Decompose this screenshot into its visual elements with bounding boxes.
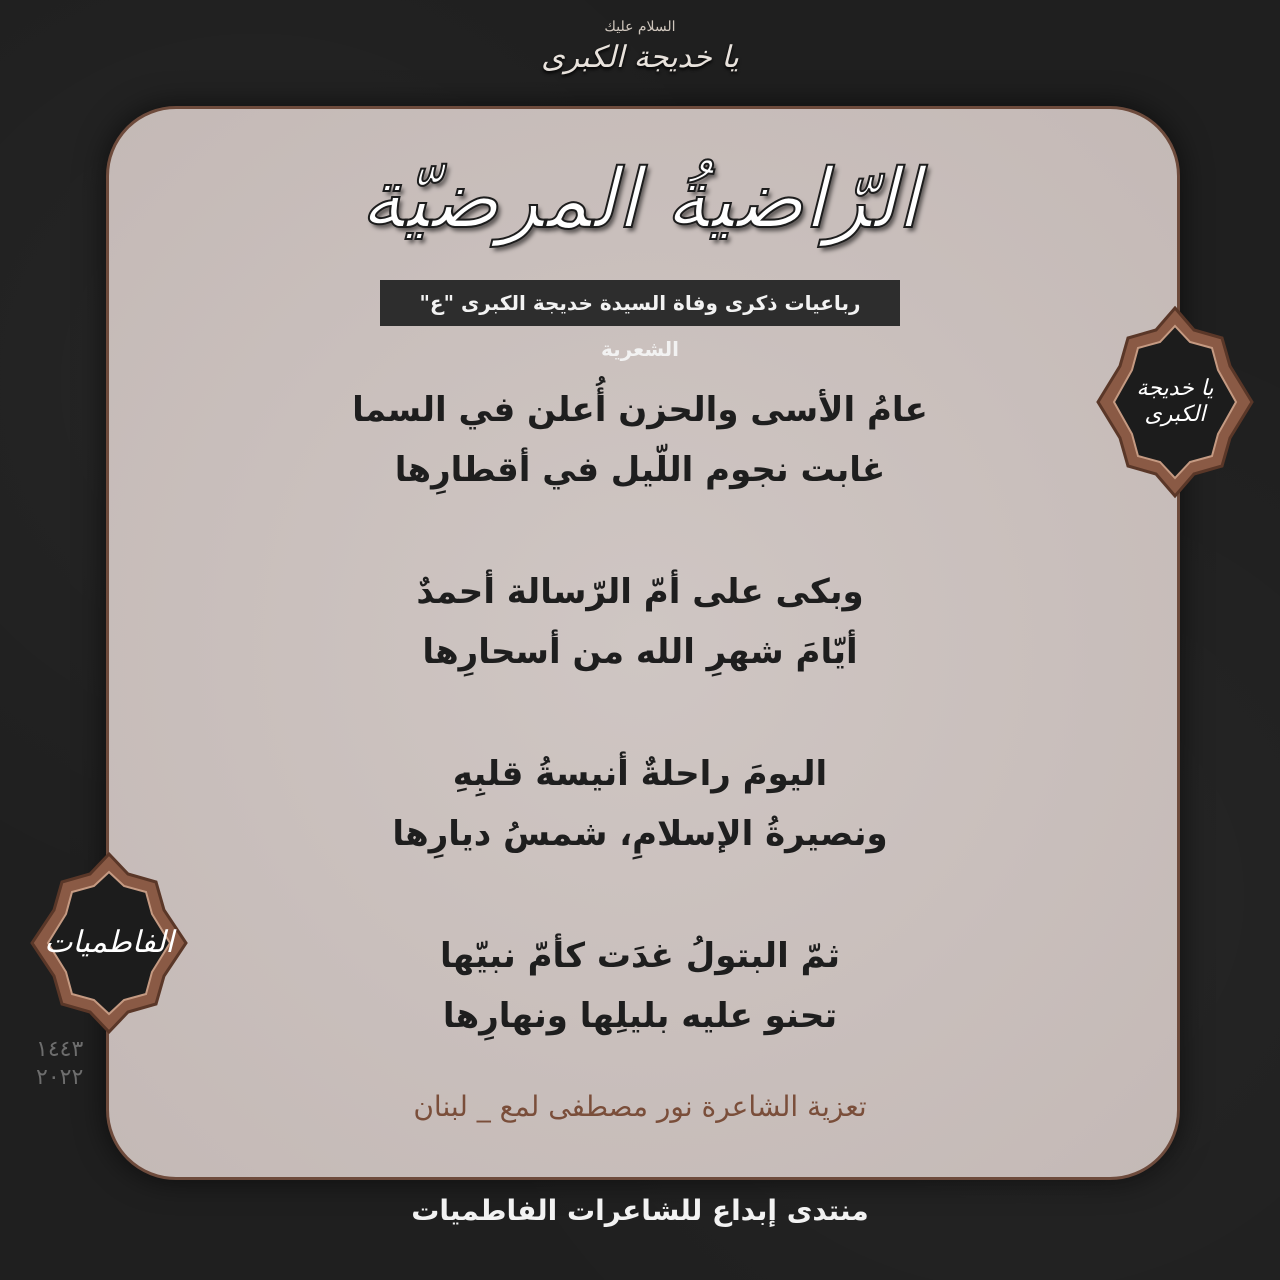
- poem-stanza: [280, 380, 1000, 500]
- poem-stanza: [280, 926, 1000, 1046]
- year-gregorian: ٢٠٢٢: [36, 1065, 84, 1090]
- poem-stanza: [280, 744, 1000, 864]
- medallion-right: [1094, 304, 1256, 500]
- year-hijri: ١٤٤٣: [36, 1037, 84, 1062]
- poem-line: وبكى على أمّ الرّسالة أحمدٌ: [416, 572, 864, 612]
- top-calligraphy-logo: [540, 18, 740, 98]
- subtitle-banner: رباعيات ذكرى وفاة السيدة خديجة الكبرى "ع" الشعرية: [380, 280, 900, 326]
- poem: [280, 380, 1000, 1108]
- medallion-left: [28, 850, 190, 1036]
- poet-credit: تعزية الشاعرة نور مصطفى لمع _ لبنان: [413, 1090, 867, 1123]
- medallion-right-calligraphy: يا خديجة الكبرى: [1136, 376, 1214, 427]
- poem-line: أيّامَ شهرِ الله من أسحارِها: [422, 632, 858, 672]
- poem-line: تحنو عليه بليلِها ونهارِها: [442, 996, 838, 1036]
- poem-line: ونصيرةُ الإسلامِ، شمسُ ديارِها: [392, 814, 888, 854]
- top-calligraphy-small: السلام عليك: [604, 19, 676, 35]
- top-calligraphy-big: يا خديجة الكبرى: [541, 40, 739, 75]
- forum-name: منتدى إبداع للشاعرات الفاطميات: [411, 1194, 869, 1227]
- poem-line: ثمّ البتولُ غدَت كأمّ نبيّها: [440, 936, 840, 976]
- years-label: [36, 1036, 106, 1096]
- poem-line: غابت نجوم اللّيل في أقطارِها: [394, 450, 886, 490]
- poem-stanza: [280, 562, 1000, 682]
- poem-line: اليومَ راحلةٌ أنيسةُ قلبِهِ: [452, 754, 828, 794]
- poem-line: عامُ الأسى والحزن أُعلن في السما: [352, 390, 928, 430]
- medallion-left-calligraphy: الفاطميات: [44, 925, 174, 960]
- main-title: الرّاضيةُ المرضيّة: [360, 152, 920, 247]
